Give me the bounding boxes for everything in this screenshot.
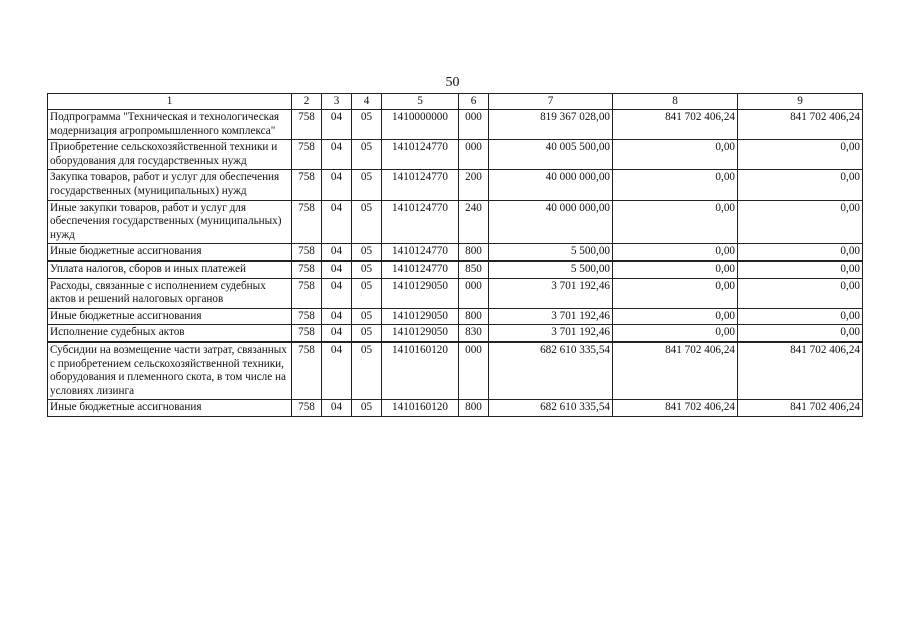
- row-amount-col7: 40 000 000,00: [489, 170, 613, 200]
- column-header: 6: [459, 94, 489, 110]
- column-header: 4: [352, 94, 382, 110]
- row-target-code: 1410124770: [382, 261, 459, 278]
- header-row: [48, 94, 863, 110]
- row-subsection: 05: [352, 342, 382, 400]
- row-admin-code: 758: [292, 325, 322, 342]
- row-amount-col9: 841 702 406,24: [738, 400, 863, 417]
- row-section: 04: [322, 261, 352, 278]
- row-amount-col8: 0,00: [613, 325, 738, 342]
- row-subsection: 05: [352, 170, 382, 200]
- row-expense-type: 830: [459, 325, 489, 342]
- row-amount-col9: 841 702 406,24: [738, 342, 863, 400]
- row-admin-code: 758: [292, 261, 322, 278]
- row-target-code: 1410124770: [382, 244, 459, 261]
- row-target-code: 1410160120: [382, 342, 459, 400]
- row-subsection: 05: [352, 200, 382, 244]
- row-name: Иные закупки товаров, работ и услуг для обеспечения государственных (муниципальных) нужд: [48, 200, 292, 244]
- row-expense-type: 000: [459, 342, 489, 400]
- row-admin-code: 758: [292, 278, 322, 308]
- row-amount-col7: 5 500,00: [489, 244, 613, 261]
- row-amount-col9: 0,00: [738, 170, 863, 200]
- row-subsection: 05: [352, 278, 382, 308]
- row-amount-col9: 0,00: [738, 325, 863, 342]
- row-name: Иные бюджетные ассигнования: [48, 400, 292, 417]
- row-amount-col8: 0,00: [613, 244, 738, 261]
- row-subsection: 05: [352, 400, 382, 417]
- row-name: Подпрограмма "Техническая и технологическая модернизация агропромышленного комплекса": [48, 110, 292, 140]
- table-row: [48, 140, 863, 170]
- row-expense-type: 800: [459, 308, 489, 325]
- row-section: 04: [322, 244, 352, 261]
- table-row: [48, 200, 863, 244]
- table-row: [48, 244, 863, 261]
- row-amount-col7: 682 610 335,54: [489, 342, 613, 400]
- row-amount-col8: 0,00: [613, 261, 738, 278]
- row-amount-col8: 0,00: [613, 278, 738, 308]
- column-header: 1: [48, 94, 292, 110]
- row-target-code: 1410124770: [382, 170, 459, 200]
- table-body: [48, 110, 863, 417]
- table-row: [48, 110, 863, 140]
- row-name: Иные бюджетные ассигнования: [48, 308, 292, 325]
- row-target-code: 1410124770: [382, 140, 459, 170]
- row-admin-code: 758: [292, 342, 322, 400]
- row-amount-col7: 682 610 335,54: [489, 400, 613, 417]
- column-header: 3: [322, 94, 352, 110]
- row-expense-type: 200: [459, 170, 489, 200]
- row-section: 04: [322, 400, 352, 417]
- row-target-code: 1410124770: [382, 200, 459, 244]
- row-section: 04: [322, 140, 352, 170]
- row-section: 04: [322, 325, 352, 342]
- row-amount-col8: 841 702 406,24: [613, 400, 738, 417]
- row-expense-type: 000: [459, 278, 489, 308]
- page-number: 50: [445, 75, 460, 90]
- row-amount-col9: 0,00: [738, 278, 863, 308]
- row-amount-col7: 3 701 192,46: [489, 325, 613, 342]
- row-amount-col8: 0,00: [613, 200, 738, 244]
- row-target-code: 1410000000: [382, 110, 459, 140]
- table-row: [48, 170, 863, 200]
- table-row: [48, 308, 863, 325]
- row-section: 04: [322, 342, 352, 400]
- row-expense-type: 240: [459, 200, 489, 244]
- row-section: 04: [322, 170, 352, 200]
- column-header: 2: [292, 94, 322, 110]
- row-subsection: 05: [352, 140, 382, 170]
- row-section: 04: [322, 200, 352, 244]
- row-target-code: 1410129050: [382, 278, 459, 308]
- row-amount-col7: 3 701 192,46: [489, 308, 613, 325]
- row-admin-code: 758: [292, 110, 322, 140]
- row-section: 04: [322, 110, 352, 140]
- row-amount-col9: 0,00: [738, 140, 863, 170]
- row-name: Субсидии на возмещение части затрат, связанных с приобретением сельскохозяйственной техники, оборудования и племенного скота, в том числе на условиях лизинга: [48, 342, 292, 400]
- row-section: 04: [322, 278, 352, 308]
- table-row: [48, 400, 863, 417]
- row-subsection: 05: [352, 308, 382, 325]
- row-expense-type: 800: [459, 400, 489, 417]
- row-amount-col8: 0,00: [613, 170, 738, 200]
- row-admin-code: 758: [292, 200, 322, 244]
- row-amount-col8: 841 702 406,24: [613, 110, 738, 140]
- row-subsection: 05: [352, 261, 382, 278]
- row-name: Расходы, связанные с исполнением судебных актов и решений налоговых органов: [48, 278, 292, 308]
- table-row: [48, 261, 863, 278]
- row-amount-col7: 3 701 192,46: [489, 278, 613, 308]
- row-expense-type: 000: [459, 140, 489, 170]
- row-admin-code: 758: [292, 244, 322, 261]
- row-expense-type: 800: [459, 244, 489, 261]
- column-header: 7: [489, 94, 613, 110]
- row-admin-code: 758: [292, 400, 322, 417]
- row-amount-col7: 40 005 500,00: [489, 140, 613, 170]
- row-amount-col9: 0,00: [738, 308, 863, 325]
- row-target-code: 1410160120: [382, 400, 459, 417]
- table-row: [48, 342, 863, 400]
- row-admin-code: 758: [292, 308, 322, 325]
- row-amount-col9: 0,00: [738, 200, 863, 244]
- row-name: Приобретение сельскохозяйственной техники и оборудования для государственных нужд: [48, 140, 292, 170]
- row-subsection: 05: [352, 110, 382, 140]
- budget-table: [47, 93, 863, 417]
- row-amount-col8: 841 702 406,24: [613, 342, 738, 400]
- row-target-code: 1410129050: [382, 308, 459, 325]
- column-header: 8: [613, 94, 738, 110]
- row-name: Иные бюджетные ассигнования: [48, 244, 292, 261]
- row-expense-type: 850: [459, 261, 489, 278]
- row-section: 04: [322, 308, 352, 325]
- row-amount-col9: 0,00: [738, 261, 863, 278]
- row-amount-col7: 40 000 000,00: [489, 200, 613, 244]
- row-amount-col9: 841 702 406,24: [738, 110, 863, 140]
- row-subsection: 05: [352, 325, 382, 342]
- table-row: [48, 325, 863, 342]
- row-admin-code: 758: [292, 140, 322, 170]
- row-expense-type: 000: [459, 110, 489, 140]
- row-amount-col8: 0,00: [613, 140, 738, 170]
- row-target-code: 1410129050: [382, 325, 459, 342]
- row-amount-col7: 5 500,00: [489, 261, 613, 278]
- row-amount-col7: 819 367 028,00: [489, 110, 613, 140]
- row-name: Исполнение судебных актов: [48, 325, 292, 342]
- row-amount-col9: 0,00: [738, 244, 863, 261]
- table-row: [48, 278, 863, 308]
- row-name: Закупка товаров, работ и услуг для обеспечения государственных (муниципальных) нужд: [48, 170, 292, 200]
- column-header: 9: [738, 94, 863, 110]
- row-amount-col8: 0,00: [613, 308, 738, 325]
- row-subsection: 05: [352, 244, 382, 261]
- row-admin-code: 758: [292, 170, 322, 200]
- row-name: Уплата налогов, сборов и иных платежей: [48, 261, 292, 278]
- column-header: 5: [382, 94, 459, 110]
